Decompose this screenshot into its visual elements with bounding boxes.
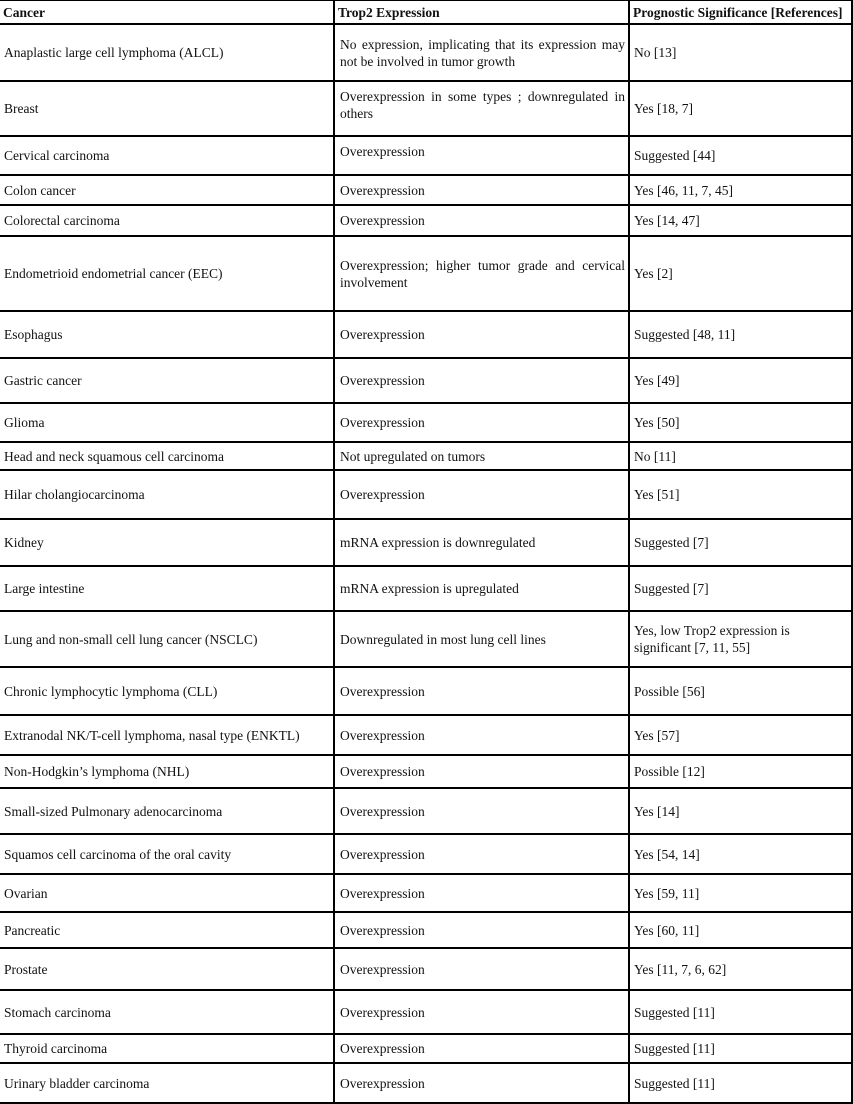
prognostic-significance-cell: Yes [46, 11, 7, 45] [629,175,852,205]
trop2-expression-cell: mRNA expression is upregulated [334,566,629,611]
trop2-expression-cell: Overexpression [334,667,629,715]
prognostic-significance-cell: Suggested [11] [629,1034,852,1063]
cancer-cell: Endometrioid endometrial cancer (EEC) [0,236,334,311]
table-row [0,403,852,442]
trop2-expression-cell: Overexpression [334,788,629,834]
prognostic-significance-cell: Suggested [7] [629,566,852,611]
header-prognostic-significance: Prognostic Significance [References] [629,0,852,24]
table-row [0,788,852,834]
cancer-cell: Prostate [0,948,334,990]
table-header-row [0,0,852,24]
trop2-expression-cell: Overexpression [334,874,629,912]
cancer-cell: Non-Hodgkin’s lymphoma (NHL) [0,755,334,788]
table-row [0,175,852,205]
prognostic-significance-cell: Suggested [7] [629,519,852,566]
header-cancer: Cancer [0,0,334,24]
trop2-expression-cell: mRNA expression is downregulated [334,519,629,566]
trop2-expression-cell: Overexpression [334,990,629,1034]
trop2-expression-cell: Overexpression [334,403,629,442]
header-trop2-expression: Trop2 Expression [334,0,629,24]
trop2-expression-cell: Overexpression [334,1063,629,1103]
table-row [0,236,852,311]
table-row [0,667,852,715]
trop2-expression-cell: Overexpression [334,311,629,358]
table-row [0,358,852,403]
table-row [0,442,852,470]
table-row [0,874,852,912]
prognostic-significance-cell: Yes [11, 7, 6, 62] [629,948,852,990]
cancer-cell: Kidney [0,519,334,566]
table-row [0,715,852,755]
prognostic-significance-cell: Yes [59, 11] [629,874,852,912]
trop2-expression-cell: Overexpression [334,834,629,874]
prognostic-significance-cell: Yes [49] [629,358,852,403]
trop2-expression-cell: Overexpression in some types ; downregulated in others [334,81,629,136]
table-row [0,755,852,788]
cancer-cell: Cervical carcinoma [0,136,334,175]
prognostic-significance-cell: Yes [57] [629,715,852,755]
trop2-expression-cell: Overexpression [334,470,629,519]
prognostic-significance-cell: Suggested [11] [629,990,852,1034]
table-row [0,990,852,1034]
prognostic-significance-cell: Yes [51] [629,470,852,519]
table-row [0,1034,852,1063]
cancer-cell: Breast [0,81,334,136]
table-row [0,24,852,81]
prognostic-significance-cell: Yes [18, 7] [629,81,852,136]
prognostic-significance-cell: Yes [60, 11] [629,912,852,948]
prognostic-significance-cell: Yes [50] [629,403,852,442]
cancer-cell: Hilar cholangiocarcinoma [0,470,334,519]
prognostic-significance-cell: No [13] [629,24,852,81]
table-row [0,519,852,566]
prognostic-significance-cell: Suggested [48, 11] [629,311,852,358]
prognostic-significance-cell: Yes, low Trop2 expression is significant [7, 11, 55] [629,611,852,667]
trop2-expression-cell: Not upregulated on tumors [334,442,629,470]
cancer-cell: Urinary bladder carcinoma [0,1063,334,1103]
trop2-expression-cell: Overexpression [334,755,629,788]
prognostic-significance-cell: No [11] [629,442,852,470]
prognostic-significance-cell: Yes [2] [629,236,852,311]
table-row [0,81,852,136]
prognostic-significance-cell: Possible [12] [629,755,852,788]
cancer-cell: Gastric cancer [0,358,334,403]
cancer-cell: Stomach carcinoma [0,990,334,1034]
table-row [0,912,852,948]
prognostic-significance-cell: Suggested [44] [629,136,852,175]
table-row [0,470,852,519]
cancer-cell: Pancreatic [0,912,334,948]
table-row [0,1063,852,1103]
trop2-expression-cell: Downregulated in most lung cell lines [334,611,629,667]
table-row [0,311,852,358]
cancer-cell: Glioma [0,403,334,442]
prognostic-significance-cell: Yes [54, 14] [629,834,852,874]
trop2-expression-cell: Overexpression [334,358,629,403]
prognostic-significance-cell: Yes [14] [629,788,852,834]
cancer-cell: Esophagus [0,311,334,358]
table-row [0,834,852,874]
cancer-cell: Large intestine [0,566,334,611]
cancer-cell: Anaplastic large cell lymphoma (ALCL) [0,24,334,81]
trop2-expression-cell: Overexpression [334,912,629,948]
table-row [0,611,852,667]
trop2-expression-cell: Overexpression; higher tumor grade and cervical involvement [334,236,629,311]
table-row [0,205,852,236]
cancer-cell: Colon cancer [0,175,334,205]
trop2-expression-cell: Overexpression [334,715,629,755]
table-row [0,136,852,175]
prognostic-significance-cell: Suggested [11] [629,1063,852,1103]
table-row [0,948,852,990]
trop2-expression-cell: Overexpression [334,205,629,236]
trop2-expression-cell: Overexpression [334,175,629,205]
trop2-expression-cell: Overexpression [334,1034,629,1063]
cancer-cell: Lung and non-small cell lung cancer (NSCLC) [0,611,334,667]
prognostic-significance-cell: Yes [14, 47] [629,205,852,236]
cancer-cell: Chronic lymphocytic lymphoma (CLL) [0,667,334,715]
cancer-cell: Colorectal carcinoma [0,205,334,236]
cancer-cell: Thyroid carcinoma [0,1034,334,1063]
cancer-cell: Head and neck squamous cell carcinoma [0,442,334,470]
trop2-expression-cell: Overexpression [334,136,629,175]
table-row [0,566,852,611]
prognostic-significance-cell: Possible [56] [629,667,852,715]
cancer-cell: Small-sized Pulmonary adenocarcinoma [0,788,334,834]
cancer-cell: Squamos cell carcinoma of the oral cavity [0,834,334,874]
trop2-expression-cell: Overexpression [334,948,629,990]
cancer-cell: Extranodal NK/T-cell lymphoma, nasal type (ENKTL) [0,715,334,755]
trop2-expression-cell: No expression, implicating that its expression may not be involved in tumor growth [334,24,629,81]
cancer-cell: Ovarian [0,874,334,912]
